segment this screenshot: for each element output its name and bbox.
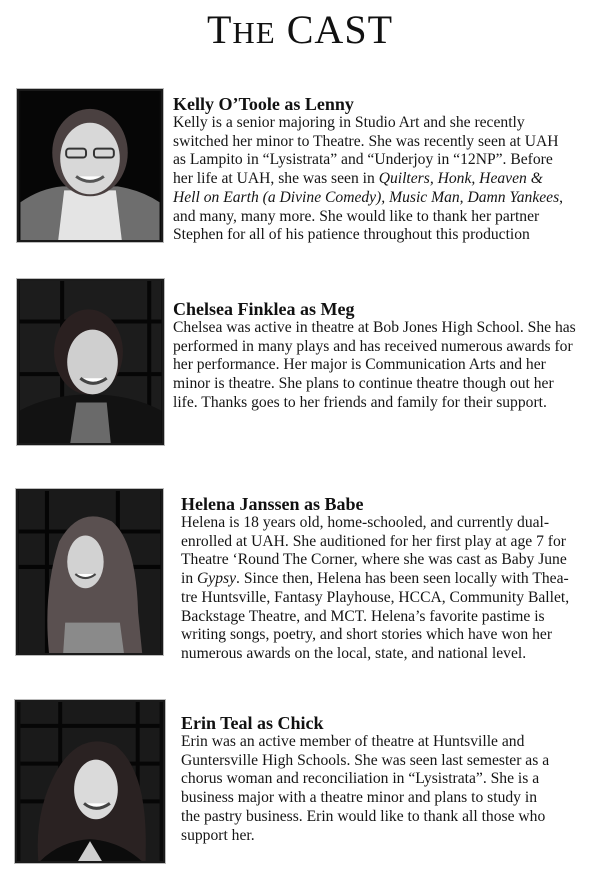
bio-text: minor is theatre. She plans to continue theatre though out her <box>173 375 554 393</box>
bio-line <box>181 514 596 533</box>
bio-line <box>181 533 596 552</box>
member-bio <box>173 114 593 245</box>
bio-line <box>181 608 596 627</box>
bio-text: business major with a theatre minor and plans to study in <box>181 789 537 807</box>
bio-text: Erin was an active member of theatre at Huntsville and <box>181 733 525 750</box>
headshot-photo <box>16 489 163 655</box>
bio-text: her life at UAH, she was seen in <box>173 170 379 188</box>
bio-line <box>181 589 596 608</box>
bio-text: support her. <box>181 826 255 844</box>
bio-text: her performance. Her major is Communication Arts and her <box>173 356 546 374</box>
bio-line <box>181 770 596 789</box>
bio-line <box>173 226 593 245</box>
bio-text: as Lampito in “Lysistrata” and “Underjoy in “12NP”. Before <box>173 151 553 169</box>
bio-text: Theatre ‘Round The Corner, where she was cast as Baby June <box>181 551 567 569</box>
bio-line <box>181 645 596 664</box>
bio-text: in <box>181 570 198 588</box>
headshot-photo <box>17 279 164 445</box>
title-word: CAST <box>286 7 393 52</box>
bio-text: numerous awards on the local, state, and national level. <box>181 644 527 662</box>
bio-line <box>173 319 598 338</box>
bio-text: and many, many more. She would like to thank her partner <box>173 207 540 225</box>
bio-line <box>173 394 598 413</box>
title-letter: T <box>206 7 233 52</box>
member-name: Helena Janssen as Babe <box>181 494 364 514</box>
bio-line <box>173 170 593 189</box>
bio-text: tre Huntsville, Fantasy Playhouse, HCCA, Community Ballet, <box>181 588 570 606</box>
headshot-photo <box>17 89 163 242</box>
bio-italic-title: Quilters, Honk, Heaven & <box>378 170 543 188</box>
bio-line <box>173 133 593 152</box>
bio-line <box>181 808 596 827</box>
member-name: Erin Teal as Chick <box>181 713 324 733</box>
bio-text: , <box>559 188 564 206</box>
bio-line <box>181 570 596 589</box>
page-title <box>0 8 600 55</box>
bio-text: performed in many plays and has received numerous awards for <box>173 337 573 355</box>
bio-line <box>173 338 598 357</box>
bio-text: switched her minor to Theatre. She was recently seen at UAH <box>173 132 559 150</box>
bio-line <box>181 626 596 645</box>
member-bio <box>181 514 596 664</box>
bio-text: Chelsea was active in theatre at Bob Jones High School. She has <box>173 319 576 336</box>
member-bio <box>173 319 598 413</box>
member-name: Chelsea Finklea as Meg <box>173 299 355 319</box>
headshot-photo <box>15 700 165 863</box>
person-photo-icon <box>18 491 161 653</box>
member-bio <box>181 733 596 845</box>
bio-text: chorus woman and reconciliation in “Lysistrata”. She is a <box>181 770 540 788</box>
person-photo-icon <box>19 281 162 443</box>
bio-line <box>173 189 593 208</box>
bio-italic-title: Gypsy <box>197 570 237 588</box>
bio-line <box>173 151 593 170</box>
bio-line <box>181 551 596 570</box>
person-photo-icon <box>19 91 161 240</box>
bio-text: Guntersville High Schools. She was seen last semester as a <box>181 751 550 769</box>
bio-text: Helena is 18 years old, home-schooled, and currently dual- <box>181 514 550 531</box>
bio-line <box>181 733 596 752</box>
bio-line <box>173 114 593 133</box>
bio-text: Stephen for all of his patience throughout this production <box>173 226 530 244</box>
bio-line <box>181 752 596 771</box>
member-name: Kelly O’Toole as Lenny <box>173 94 354 114</box>
bio-italic-title: Hell on Earth (a Divine Comedy), Music Man, Damn Yankees <box>173 188 560 206</box>
bio-line <box>181 827 596 846</box>
bio-text: . Since then, Helena has been seen locally with Thea- <box>236 570 569 588</box>
bio-line <box>173 356 598 375</box>
bio-line <box>173 375 598 394</box>
bio-text: Backstage Theatre, and MCT. Helena’s favorite pastime is <box>181 607 545 625</box>
bio-text: enrolled at UAH. She auditioned for her first play at age 7 for <box>181 532 566 550</box>
person-photo-icon <box>17 702 163 861</box>
bio-text: the pastry business. Erin would like to thank all those who <box>181 807 546 825</box>
bio-line <box>173 208 593 227</box>
title-small-caps: HE <box>232 15 276 50</box>
bio-line <box>181 789 596 808</box>
bio-text: life. Thanks goes to her friends and family for their support. <box>173 393 547 411</box>
bio-text: Kelly is a senior majoring in Studio Art and she recently <box>173 114 525 131</box>
bio-text: writing songs, poetry, and short stories which have won her <box>181 626 553 644</box>
